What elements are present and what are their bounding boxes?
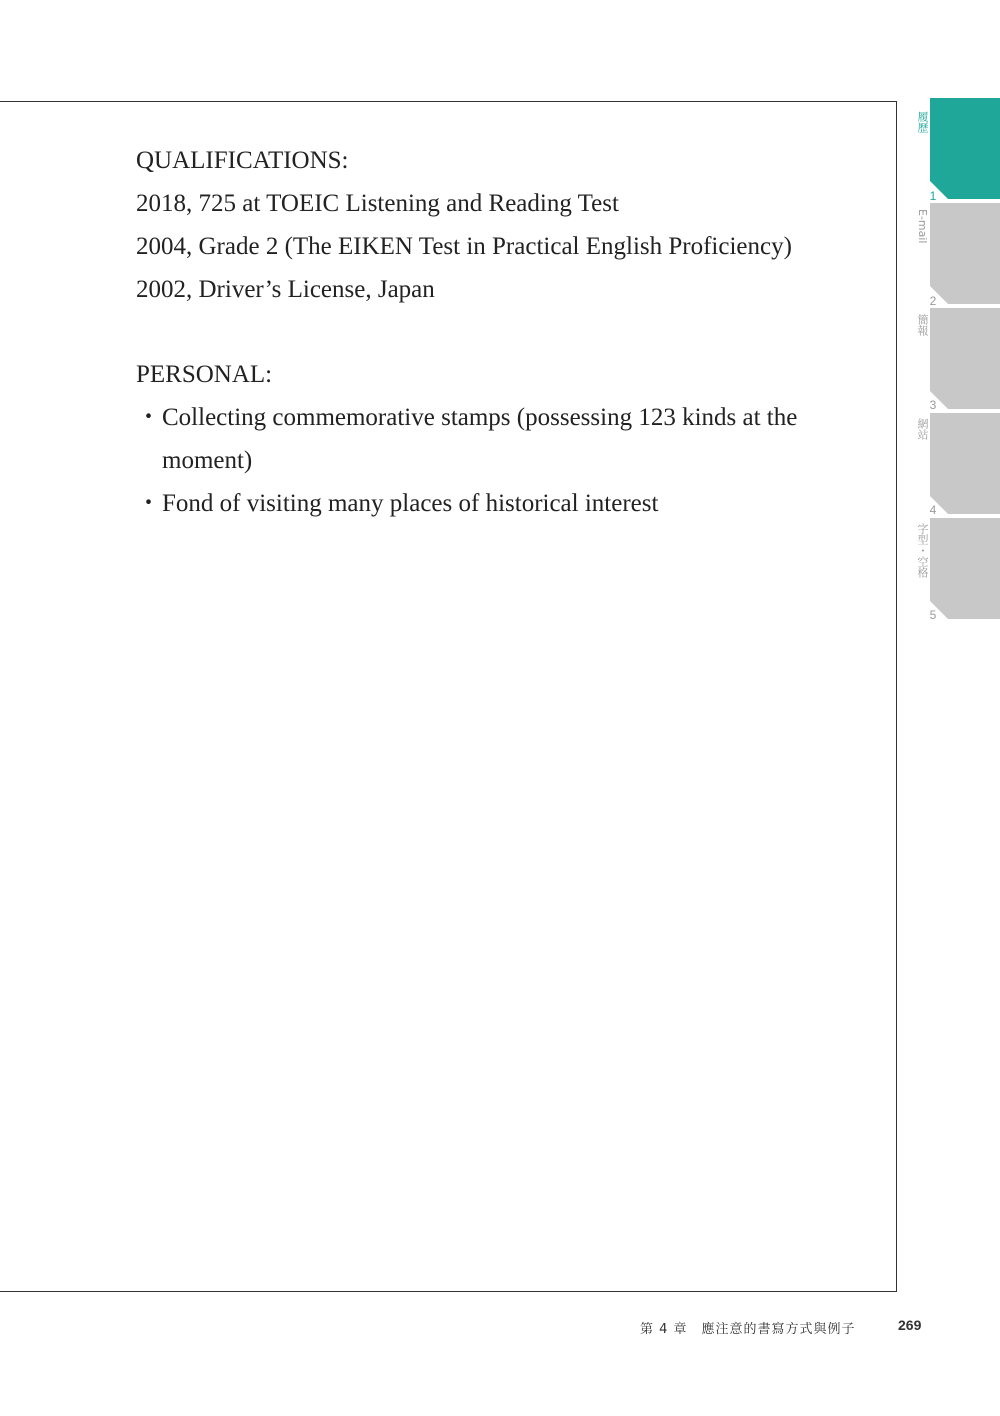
- side-tab-number: 1: [929, 189, 937, 203]
- personal-item-line: Fond of visiting many places of historical interest: [162, 490, 659, 517]
- side-tab-label: 網站: [916, 418, 929, 440]
- page-number: 269: [898, 1317, 922, 1333]
- side-tab-website[interactable]: [930, 413, 1000, 514]
- qualification-item: 2002, Driver’s License, Japan: [136, 276, 435, 303]
- resume-content: [136, 139, 856, 525]
- tab-shape-icon: [930, 518, 1000, 619]
- chapter-title: 第 4 章 應注意的書寫方式與例子: [640, 1322, 856, 1337]
- qualification-item: 2018, 725 at TOEIC Listening and Reading Test: [136, 190, 619, 217]
- tab-shape-icon: [930, 203, 1000, 304]
- side-tab-number: 2: [929, 294, 937, 308]
- qualification-item: 2004, Grade 2 (The EIKEN Test in Practical English Proficiency): [136, 233, 792, 260]
- side-tab-number: 5: [929, 608, 937, 622]
- side-tab-label: 簡報: [916, 314, 929, 336]
- personal-item-line: Collecting commemorative stamps (possessing 123 kinds at the: [162, 404, 798, 431]
- side-tab-number: 4: [929, 503, 937, 517]
- section-spacer: [136, 311, 856, 353]
- qualifications-heading: QUALIFICATIONS:: [136, 147, 349, 174]
- side-tab-label: 字型・空格: [916, 522, 929, 578]
- side-tab-label: E-mail: [916, 208, 929, 244]
- side-tab-resume[interactable]: [930, 98, 1000, 199]
- page-footer: [640, 1317, 940, 1337]
- personal-item-line: moment): [162, 447, 253, 474]
- side-tab-email[interactable]: [930, 203, 1000, 304]
- side-tab-label: 履歷: [916, 111, 929, 133]
- personal-item: [136, 482, 856, 525]
- side-tab-presentation[interactable]: [930, 308, 1000, 409]
- chapter-side-tabs: [906, 98, 1000, 628]
- bullet-dot: ・: [136, 490, 162, 517]
- personal-heading: PERSONAL:: [136, 361, 273, 388]
- tab-shape-icon: [930, 413, 1000, 514]
- tab-shape-icon: [930, 98, 1000, 199]
- side-tab-number: 3: [929, 398, 937, 412]
- side-tab-fonts[interactable]: [930, 518, 1000, 619]
- tab-shape-icon: [930, 308, 1000, 409]
- bullet-dot: ・: [136, 404, 162, 431]
- personal-item: [136, 396, 856, 482]
